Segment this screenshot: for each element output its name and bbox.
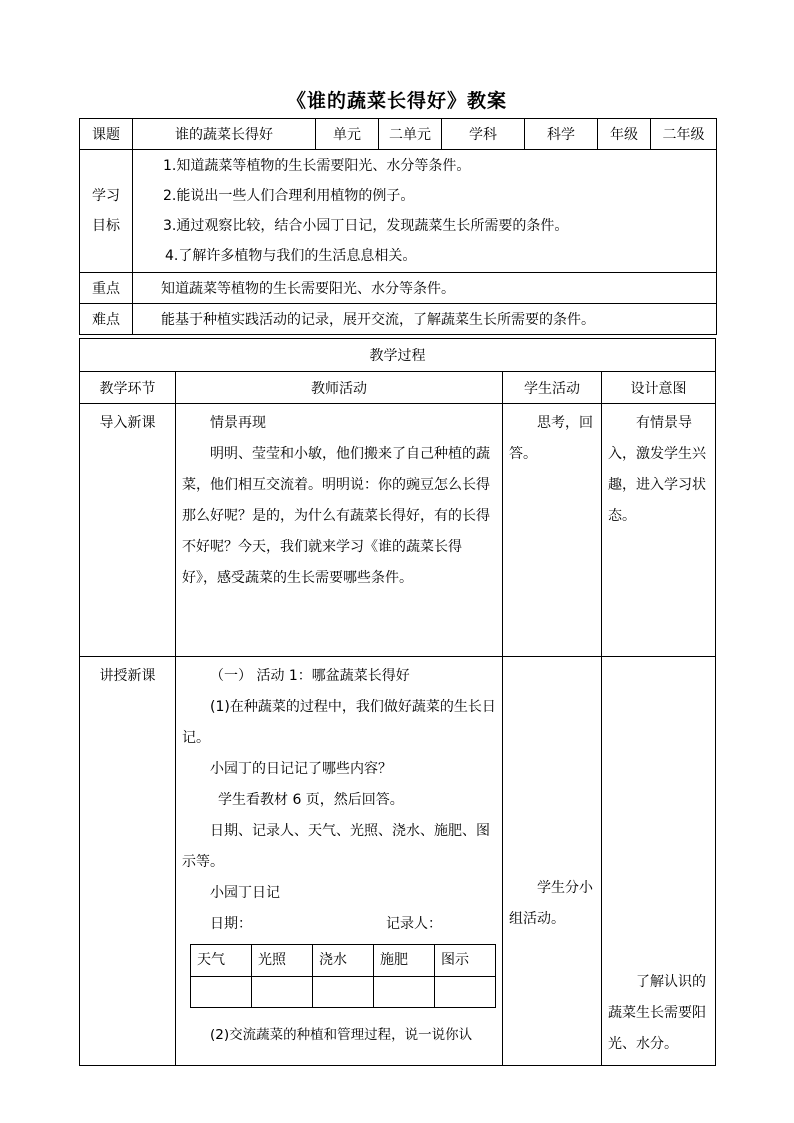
diary-column-header: 天气 [191,945,252,977]
goals-label-line1: 学习 [92,188,120,204]
paragraph-1: (1)在种蔬菜的过程中，我们做好蔬菜的生长日记。 [182,699,496,746]
goal-item: 2.能说出一些人们合理利用植物的例子。 [163,188,415,204]
lesson-info-table [79,118,717,335]
difficulty-text: 能基于种植实践活动的记录，展开交流，了解蔬菜生长所需要的条件。 [133,304,717,335]
difficulty-row [80,304,717,335]
activity-title: （一） 活动 1：哪盆蔬菜长得好 [210,668,410,684]
intro-intent-text: 有情景导入，激发学生兴趣，进入学习状态。 [608,415,706,524]
new-teacher-cell [176,657,503,1066]
diary-cell [374,977,435,1008]
intro-teacher-cell [176,404,503,657]
goal-item: 4.了解许多植物与我们的生活息息相关。 [165,248,417,264]
goals-label [80,150,133,273]
diary-meta-line [182,909,496,940]
column-header: 设计意图 [602,372,716,404]
intro-row [80,404,716,657]
paragraph-2: 小园丁的日记记了哪些内容？ [210,761,392,777]
new-lesson-row [80,657,716,1066]
grade-label: 年级 [598,119,651,150]
new-intent-cell [602,657,716,1066]
process-title: 教学过程 [80,339,716,372]
diary-column-header: 图示 [435,945,496,977]
subject-value: 科学 [525,119,598,150]
intro-student-text: 思考，回答。 [509,415,593,462]
header-row [80,119,717,150]
course-label: 课题 [80,119,133,150]
difficulty-label: 难点 [80,304,133,335]
column-header: 教师活动 [176,372,503,404]
key-point-label: 重点 [80,273,133,304]
diary-column-header: 浇水 [313,945,374,977]
unit-label: 单元 [316,119,379,150]
new-student-text: 学生分小组活动。 [509,880,593,927]
paragraph-4: 日期、记录人、天气、光照、浇水、施肥、图示等。 [182,823,490,870]
subject-label: 学科 [442,119,525,150]
new-intent-text: 了解认识的蔬菜生长需要阳光、水分。 [608,974,706,1052]
course-value: 谁的蔬菜长得好 [133,119,316,150]
diary-empty-row [191,977,496,1008]
grade-value: 二年级 [651,119,717,150]
page-title: 《谁的蔬菜长得好》教案 [286,90,507,112]
diary-column-header: 施肥 [374,945,435,977]
intro-student-cell [503,404,602,657]
intro-teacher-heading: 情景再现 [210,415,266,431]
diary-table [190,944,496,1008]
diary-column-header: 光照 [252,945,313,977]
intro-stage: 导入新课 [80,404,176,657]
goals-row [80,150,717,273]
diary-cell [435,977,496,1008]
diary-title: 小园丁日记 [210,885,280,901]
paragraph-3: 学生看教材 6 页，然后回答。 [218,792,404,808]
new-student-cell [503,657,602,1066]
key-point-text: 知道蔬菜等植物的生长需要阳光、水分等条件。 [133,273,717,304]
diary-cell [191,977,252,1008]
goal-item: 3.通过观察比较，结合小园丁日记，发现蔬菜生长所需要的条件。 [163,218,569,234]
goals-label-line2: 目标 [92,218,120,234]
goal-item: 1.知道蔬菜等植物的生长需要阳光、水分等条件。 [163,158,471,174]
unit-value: 二单元 [379,119,442,150]
column-header: 学生活动 [503,372,602,404]
intro-intent-cell [602,404,716,657]
process-table [79,338,716,1066]
diary-cell [313,977,374,1008]
process-title-row [80,339,716,372]
goals-list [133,150,717,273]
diary-date-label: 日期： [210,916,252,932]
column-header: 教学环节 [80,372,176,404]
process-header-row [80,372,716,404]
diary-recorder-label: 记录人： [386,916,442,932]
diary-cell [252,977,313,1008]
intro-teacher-text: 明明、莹莹和小敏，他们搬来了自己种植的蔬菜，他们相互交流着。明明说：你的豌豆怎么长得那么好呢？是的，为什么有蔬菜长得好，有的长得不好呢？今天，我们就来学习《谁的蔬菜长得好》，感受蔬菜的生长需要哪些条件。 [182,446,490,586]
paragraph-5: (2)交流蔬菜的种植和管理过程，说一说你认 [210,1027,473,1043]
new-stage: 讲授新课 [80,657,176,1066]
diary-header-row [191,945,496,977]
key-point-row [80,273,717,304]
